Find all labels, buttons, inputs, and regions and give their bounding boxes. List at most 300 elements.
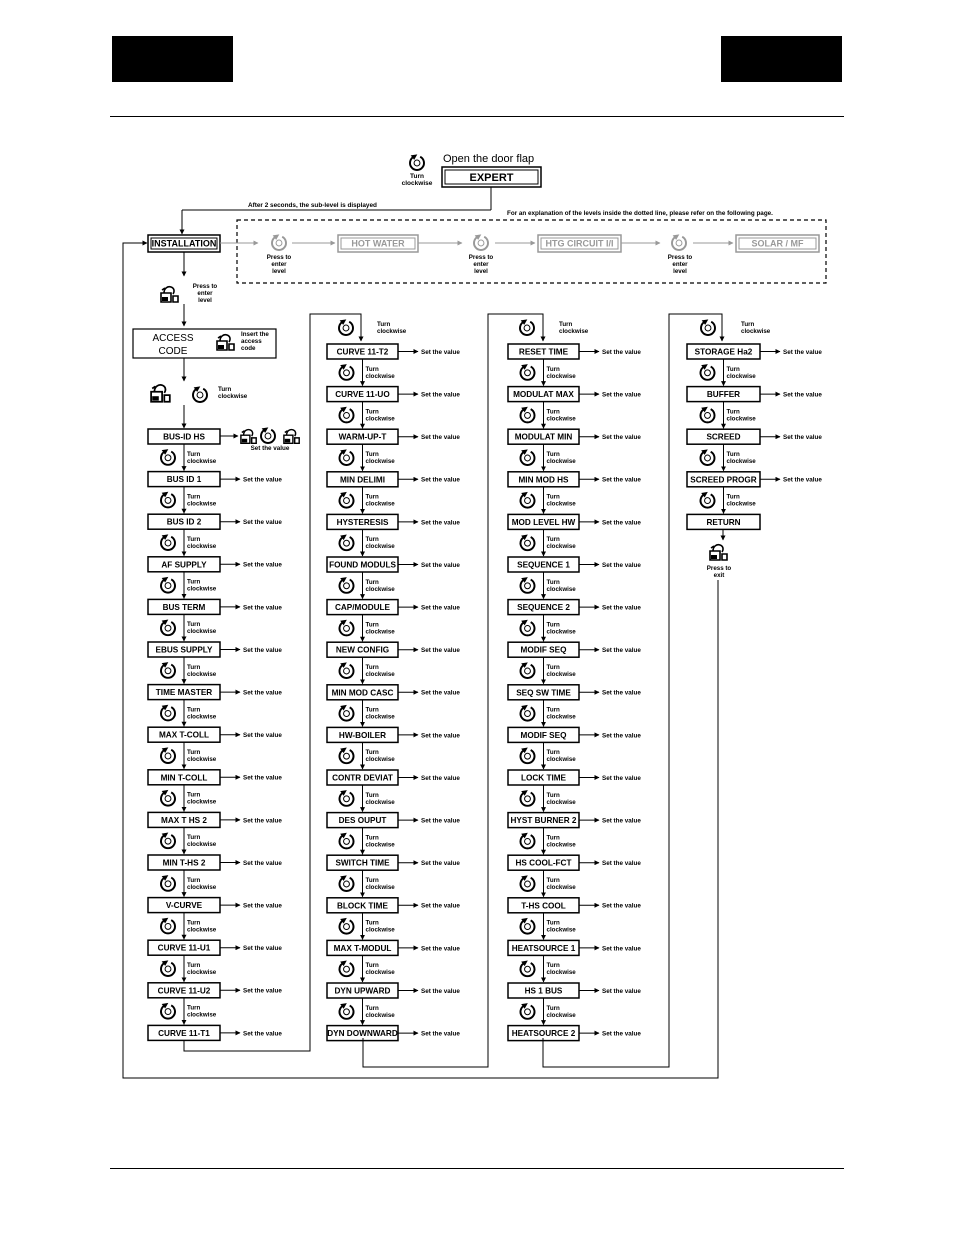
menu-item-box[interactable] <box>508 813 579 828</box>
menu-box-label: MODIF SEQ <box>520 645 567 655</box>
turn-clockwise-hint: clockwise <box>365 926 395 934</box>
set-the-value-label: Set the value <box>421 604 460 612</box>
set-the-value-label: Set the value <box>421 817 460 825</box>
menu-box-label: HYSTERESIS <box>336 517 389 527</box>
turn-clockwise-hint: Turn <box>187 450 201 458</box>
menu-item-box[interactable] <box>148 1025 220 1040</box>
turn-clockwise-hint: clockwise <box>218 393 248 400</box>
set-the-value-label: Set the value <box>243 604 282 612</box>
turn-clockwise-hint: Turn <box>546 578 560 586</box>
menu-box-label: MODULAT MAX <box>513 390 574 400</box>
set-the-value-label: Set the value <box>421 391 460 399</box>
set-the-value-label: Set the value <box>421 519 460 527</box>
menu-item-box[interactable] <box>687 429 760 444</box>
press-button-hand-icon[interactable] <box>241 430 256 444</box>
rotary-knob-icon[interactable] <box>340 705 354 721</box>
turn-clockwise-hint: clockwise <box>365 628 395 636</box>
menu-box-label: V-CURVE <box>165 901 203 911</box>
turn-clockwise-hint: Turn <box>365 536 379 544</box>
press-to-enter-level-hint: enter <box>672 261 688 268</box>
menu-item-box[interactable] <box>148 557 220 572</box>
sub-level-note: After 2 seconds, the sub-level is displayed <box>248 202 377 209</box>
turn-clockwise-hint: Turn <box>187 536 201 543</box>
menu-item-box[interactable] <box>148 685 220 700</box>
rotary-knob-icon[interactable] <box>161 833 175 849</box>
rotary-knob-icon[interactable] <box>410 154 424 170</box>
set-the-value-label: Set the value <box>243 774 282 782</box>
rotary-knob-icon[interactable] <box>521 364 535 380</box>
set-the-value-label: Set the value <box>602 902 641 910</box>
rotary-knob-icon[interactable] <box>161 577 175 593</box>
turn-clockwise-hint: Turn <box>187 1004 201 1012</box>
menu-box-label: MAX T-MODUL <box>333 943 392 953</box>
turn-clockwise-hint: clockwise <box>187 628 217 636</box>
set-the-value-label: Set the value <box>783 476 822 484</box>
turn-clockwise-hint: Turn <box>546 791 560 799</box>
menu-box-label: BUS-ID HS <box>163 432 205 442</box>
rotary-knob-icon[interactable] <box>520 319 534 335</box>
menu-box-label: FOUND MODULS <box>329 560 396 570</box>
press-to-enter-level-hint: Press to <box>667 254 693 261</box>
turn-clockwise-hint: Turn <box>187 749 201 756</box>
rotary-knob-icon[interactable] <box>340 662 354 678</box>
level-hot-water-box[interactable] <box>338 235 418 252</box>
rotary-knob-icon[interactable] <box>340 790 354 806</box>
set-the-value-label: Set the value <box>602 774 641 782</box>
menu-box-label: TIME MASTER <box>155 688 213 698</box>
menu-box-label: RESET TIME <box>518 347 569 357</box>
menu-box-label: HW-BOILER <box>338 730 387 740</box>
turn-clockwise-hint: Turn <box>365 706 379 714</box>
set-the-value-label: Set the value <box>602 817 641 825</box>
turn-clockwise-hint: Turn <box>377 321 391 328</box>
menu-item-box[interactable] <box>687 344 760 359</box>
rotary-knob-icon[interactable] <box>272 234 286 250</box>
menu-box-label: NEW CONFIG <box>335 645 390 655</box>
rotary-knob-icon[interactable] <box>521 705 535 721</box>
turn-clockwise-hint: clockwise <box>726 500 756 508</box>
press-button-hand-icon[interactable] <box>151 385 170 402</box>
turn-clockwise-hint: Turn <box>365 749 379 757</box>
set-the-value-label: Set the value <box>243 689 282 697</box>
rotary-knob-icon[interactable] <box>161 705 175 721</box>
menu-box-label: HEATSOURCE 1 <box>511 943 576 953</box>
menu-item-box[interactable] <box>687 514 760 529</box>
turn-clockwise-hint: Turn <box>546 451 560 458</box>
turn-clockwise-hint: clockwise <box>726 415 756 423</box>
turn-clockwise-hint: clockwise <box>187 756 217 763</box>
menu-box-label: HEATSOURCE 2 <box>511 1029 576 1039</box>
turn-clockwise-hint: clockwise <box>365 671 395 678</box>
rotary-knob-icon[interactable] <box>521 407 535 423</box>
set-the-value-label: Set the value <box>243 519 282 527</box>
press-button-hand-icon[interactable] <box>284 430 299 444</box>
turn-clockwise-hint: Turn <box>546 919 560 927</box>
turn-clockwise-hint: Turn <box>365 962 379 970</box>
turn-clockwise-hint: Turn <box>365 664 379 671</box>
menu-box-label: BLOCK TIME <box>337 901 388 911</box>
insert-access-code-hint: code <box>241 345 256 352</box>
turn-clockwise-hint: clockwise <box>546 458 576 465</box>
rotary-knob-icon[interactable] <box>701 449 715 465</box>
press-to-exit-hint: exit <box>713 572 725 579</box>
turn-clockwise-hint: Turn <box>546 536 560 544</box>
turn-clockwise-hint: clockwise <box>726 458 756 465</box>
rotary-knob-icon[interactable] <box>161 747 175 763</box>
menu-item-box[interactable] <box>508 642 579 657</box>
rotary-knob-icon[interactable] <box>340 1003 354 1019</box>
rotary-knob-icon[interactable] <box>161 1003 175 1019</box>
rotary-knob-icon[interactable] <box>521 492 535 508</box>
rotary-knob-icon[interactable] <box>521 449 535 465</box>
set-the-value-label: Set the value <box>421 860 460 868</box>
menu-box-label: MIN MOD CASC <box>331 688 394 698</box>
rotary-knob-icon[interactable] <box>521 662 535 678</box>
menu-box-label: CURVE 11-T1 <box>158 1028 210 1038</box>
turn-clockwise-hint: Turn <box>726 493 740 501</box>
turn-clockwise-hint: clockwise <box>187 500 217 508</box>
set-the-value-label: Set the value <box>243 561 282 569</box>
turn-clockwise-hint: Turn <box>365 791 379 799</box>
rotary-knob-icon[interactable] <box>340 918 354 934</box>
rotary-knob-icon[interactable] <box>193 386 207 402</box>
rotary-knob-icon[interactable] <box>521 748 535 764</box>
turn-clockwise-hint: Turn <box>187 791 201 799</box>
rotary-knob-icon[interactable] <box>339 319 353 335</box>
turn-clockwise-hint: Turn <box>546 664 560 671</box>
menu-item-box[interactable] <box>508 940 579 955</box>
turn-clockwise-hint: clockwise <box>546 671 576 678</box>
menu-box-label: AF SUPPLY <box>161 560 207 570</box>
menu-box-label: CAP/MODULE <box>334 603 391 613</box>
turn-clockwise-hint: clockwise <box>546 628 576 636</box>
rotary-knob-icon[interactable] <box>161 620 175 636</box>
set-the-value-label: Set the value <box>421 902 460 910</box>
installation-menu-box[interactable] <box>148 235 220 252</box>
rotary-knob-icon[interactable] <box>261 427 275 443</box>
turn-clockwise-hint: clockwise <box>546 500 576 508</box>
set-the-value-label: Set the value <box>421 774 460 782</box>
menu-item-box[interactable] <box>508 387 579 402</box>
menu-item-box[interactable] <box>327 940 398 955</box>
rotary-knob-icon[interactable] <box>672 234 686 250</box>
turn-clockwise-hint: clockwise <box>365 1011 395 1019</box>
menu-box-label: MAX T-COLL <box>158 730 210 740</box>
rotary-knob-icon[interactable] <box>340 875 354 891</box>
set-the-value-label: Set the value <box>602 647 641 655</box>
rotary-knob-icon[interactable] <box>701 407 715 423</box>
rotary-knob-icon[interactable] <box>521 1003 535 1019</box>
menu-item-box[interactable] <box>508 898 579 913</box>
rotary-knob-icon[interactable] <box>701 319 715 335</box>
level-htg-circuit-box[interactable] <box>538 235 621 252</box>
menu-item-box[interactable] <box>148 472 220 487</box>
set-the-value-label: Set the value <box>602 689 641 697</box>
rotary-knob-icon[interactable] <box>474 234 488 250</box>
access-code-label: ACCESS <box>152 333 194 344</box>
rotary-knob-icon[interactable] <box>521 535 535 551</box>
turn-clockwise-hint: Turn <box>187 834 201 842</box>
rotary-knob-icon[interactable] <box>521 790 535 806</box>
turn-clockwise-hint: clockwise <box>365 585 395 593</box>
menu-box-label: DES OUPUT <box>338 816 387 826</box>
menu-item-box[interactable] <box>148 898 220 913</box>
menu-item-box[interactable] <box>327 344 398 359</box>
turn-clockwise-hint: clockwise <box>365 458 395 465</box>
menu-item-box[interactable] <box>148 812 220 827</box>
menu-box-label: STORAGE Ha2 <box>694 347 753 357</box>
menu-box-label: SCREED <box>706 432 741 442</box>
turn-clockwise-hint: Turn <box>218 386 232 393</box>
press-to-enter-level-hint: Press to <box>468 254 494 261</box>
rotary-knob-icon[interactable] <box>521 577 535 593</box>
rotary-knob-icon[interactable] <box>161 534 175 550</box>
menu-item-box[interactable] <box>327 387 398 402</box>
set-the-value-label: Set the value <box>602 860 641 868</box>
turn-clockwise-hint: clockwise <box>187 969 217 976</box>
turn-clockwise-hint: Turn <box>365 493 379 501</box>
turn-clockwise-hint: clockwise <box>559 328 589 335</box>
turn-clockwise-hint: clockwise <box>187 1011 217 1019</box>
turn-clockwise-hint: clockwise <box>365 543 395 551</box>
menu-item-box[interactable] <box>508 983 579 998</box>
menu-item-box[interactable] <box>327 429 398 444</box>
rotary-knob-icon[interactable] <box>340 577 354 593</box>
turn-clockwise-hint: Turn <box>365 877 379 884</box>
set-the-value-label: Set the value <box>421 689 460 697</box>
menu-item-box[interactable] <box>327 770 398 785</box>
turn-clockwise-hint: Turn <box>726 365 740 373</box>
menu-item-box[interactable] <box>327 685 398 700</box>
press-to-enter-level-hint: enter <box>197 290 213 297</box>
set-the-value-label: Set the value <box>783 391 822 399</box>
set-the-value-label: Set the value <box>602 945 641 953</box>
press-to-enter-level-hint: enter <box>473 261 489 268</box>
rotary-knob-icon[interactable] <box>340 748 354 764</box>
rotary-knob-icon[interactable] <box>340 961 354 977</box>
menu-item-box[interactable] <box>327 600 398 615</box>
rotary-knob-icon[interactable] <box>521 918 535 934</box>
turn-clockwise-hint: clockwise <box>546 1011 576 1019</box>
menu-item-box[interactable] <box>148 514 220 529</box>
rotary-knob-icon[interactable] <box>701 492 715 508</box>
menu-item-box[interactable] <box>508 472 579 487</box>
turn-clockwise-hint: Turn <box>726 451 740 458</box>
turn-clockwise-hint: Turn <box>187 621 201 629</box>
menu-box-label: SOLAR / MF <box>751 238 804 249</box>
turn-clockwise-hint: clockwise <box>546 585 576 593</box>
menu-item-box[interactable] <box>508 685 579 700</box>
rotary-knob-icon[interactable] <box>340 620 354 636</box>
menu-item-box[interactable] <box>327 727 398 742</box>
set-the-value-label: Set the value <box>602 476 641 484</box>
menu-box-label: SEQUENCE 1 <box>517 560 570 570</box>
menu-item-box[interactable] <box>508 600 579 615</box>
set-the-value-label: Set the value <box>421 647 460 655</box>
rotary-knob-icon[interactable] <box>161 960 175 976</box>
menu-item-box[interactable] <box>508 557 579 572</box>
rotary-knob-icon[interactable] <box>161 662 175 678</box>
turn-clockwise-hint: clockwise <box>726 372 756 380</box>
menu-box-label: INSTALLATION <box>151 238 217 249</box>
menu-item-box[interactable] <box>508 855 579 870</box>
set-the-value-label: Set the value <box>602 1030 641 1038</box>
turn-clockwise-hint: clockwise <box>365 415 395 423</box>
set-the-value-label: Set the value <box>602 987 641 995</box>
menu-box-label: MODULAT MIN <box>514 432 573 442</box>
menu-item-box[interactable] <box>148 727 220 742</box>
press-to-enter-level-hint: enter <box>271 261 287 268</box>
menu-box-label: MIN T-COLL <box>160 773 208 783</box>
menu-item-box[interactable] <box>148 429 220 444</box>
menu-box-label: DYN DOWNWARD <box>327 1029 398 1039</box>
turn-clockwise-hint: clockwise <box>365 372 395 380</box>
set-the-value-label: Set the value <box>243 859 282 867</box>
turn-clockwise-hint: clockwise <box>741 328 771 335</box>
rotary-knob-icon[interactable] <box>521 875 535 891</box>
set-the-value-label: Set the value <box>421 434 460 442</box>
turn-clockwise-hint: clockwise <box>365 969 395 977</box>
menu-item-box[interactable] <box>148 599 220 614</box>
menu-item-box[interactable] <box>508 727 579 742</box>
rotary-knob-icon[interactable] <box>161 918 175 934</box>
press-button-hand-icon[interactable] <box>161 287 178 302</box>
menu-box-label: EXPERT <box>469 171 514 184</box>
rotary-knob-icon[interactable] <box>701 364 715 380</box>
menu-item-box[interactable] <box>327 514 398 529</box>
set-the-value-label: Set the value <box>421 987 460 995</box>
turn-clockwise-hint: Turn <box>546 834 560 842</box>
rotary-knob-icon[interactable] <box>161 449 175 465</box>
explanation-note: For an explanation of the levels inside the dotted line, please refer on the following page. <box>507 210 773 217</box>
set-the-value-label: Set the value <box>602 348 641 356</box>
menu-box-label: MIN DELIMI <box>339 475 386 485</box>
turn-clockwise-hint: clockwise <box>187 883 217 891</box>
menu-box-label: SEQUENCE 2 <box>517 603 570 613</box>
turn-clockwise-hint: clockwise <box>546 756 576 764</box>
turn-clockwise-hint: clockwise <box>546 798 576 806</box>
turn-clockwise-hint: Turn <box>187 706 201 714</box>
turn-clockwise-hint: clockwise <box>546 415 576 423</box>
menu-box-label: CURVE 11-T2 <box>336 347 389 357</box>
menu-box-label: BUS ID 1 <box>166 475 202 485</box>
turn-clockwise-hint: clockwise <box>377 328 407 335</box>
turn-clockwise-hint: clockwise <box>401 180 433 187</box>
expert-menu-box[interactable] <box>442 167 541 187</box>
turn-clockwise-hint: clockwise <box>365 798 395 806</box>
turn-clockwise-hint: Turn <box>365 919 379 927</box>
menu-item-box[interactable] <box>327 472 398 487</box>
turn-clockwise-hint: Turn <box>365 408 379 416</box>
set-the-value-label: Set the value <box>421 732 460 740</box>
turn-clockwise-hint: clockwise <box>187 543 217 550</box>
turn-clockwise-hint: clockwise <box>365 500 395 508</box>
turn-clockwise-hint: Turn <box>546 621 560 629</box>
turn-clockwise-hint: clockwise <box>187 713 217 721</box>
turn-clockwise-hint: Turn <box>546 877 560 884</box>
turn-clockwise-hint: Turn <box>546 365 560 373</box>
menu-item-box[interactable] <box>508 429 579 444</box>
menu-item-box[interactable] <box>327 898 398 913</box>
menu-box-label: HS 1 BUS <box>524 986 563 996</box>
menu-item-box[interactable] <box>327 642 398 657</box>
turn-clockwise-hint: clockwise <box>546 926 576 934</box>
menu-box-label: WARM-UP-T <box>338 432 387 442</box>
menu-item-box[interactable] <box>327 557 398 572</box>
rotary-knob-icon[interactable] <box>161 875 175 891</box>
menu-box-label: MAX T HS 2 <box>161 815 207 825</box>
rotary-knob-icon[interactable] <box>521 833 535 849</box>
menu-box-label: HOT WATER <box>351 238 405 249</box>
menu-box-label: MOD LEVEL HW <box>511 517 576 527</box>
turn-clockwise-hint: clockwise <box>365 713 395 721</box>
turn-clockwise-hint: clockwise <box>546 884 576 891</box>
rotary-knob-icon[interactable] <box>161 790 175 806</box>
menu-item-box[interactable] <box>508 344 579 359</box>
rotary-knob-icon[interactable] <box>521 961 535 977</box>
menu-item-box[interactable] <box>327 983 398 998</box>
turn-clockwise-hint: clockwise <box>187 457 217 465</box>
menu-item-box[interactable] <box>148 983 220 998</box>
set-the-value-label: Set the value <box>243 732 282 740</box>
level-solar-mf-box[interactable] <box>736 235 819 252</box>
turn-clockwise-hint: Turn <box>187 663 201 671</box>
set-the-value-label: Set the value <box>243 902 282 910</box>
press-button-hand-icon[interactable] <box>710 545 727 560</box>
menu-box-label: LOCK TIME <box>520 773 567 783</box>
rotary-knob-icon[interactable] <box>340 833 354 849</box>
menu-item-box[interactable] <box>687 472 760 487</box>
menu-item-box[interactable] <box>148 940 220 955</box>
rotary-knob-icon[interactable] <box>340 535 354 551</box>
rotary-knob-icon[interactable] <box>340 364 354 380</box>
turn-clockwise-hint: clockwise <box>365 841 395 849</box>
menu-box-label: MIN MOD HS <box>518 475 569 485</box>
turn-clockwise-hint: clockwise <box>187 841 217 849</box>
menu-box-label: MODIF SEQ <box>520 730 567 740</box>
menu-box-label: SCREED PROGR <box>690 475 757 485</box>
insert-access-code-hint: Insert the <box>241 331 269 338</box>
set-the-value-label: Set the value <box>243 646 282 654</box>
rotary-knob-icon[interactable] <box>521 620 535 636</box>
menu-item-box[interactable] <box>327 855 398 870</box>
menu-box-label: HTG CIRCUIT I/I <box>545 238 614 249</box>
set-the-value-label: Set the value <box>243 945 282 953</box>
turn-clockwise-hint: Turn <box>546 749 560 757</box>
rotary-knob-icon[interactable] <box>340 407 354 423</box>
set-the-value-label: Set the value <box>602 519 641 527</box>
turn-clockwise-hint: Turn <box>546 706 560 714</box>
set-the-value-label: Set the value <box>602 732 641 740</box>
set-the-value-label: Set the value <box>243 987 282 995</box>
menu-item-box[interactable] <box>508 514 579 529</box>
turn-clockwise-hint: clockwise <box>187 585 217 593</box>
menu-item-box[interactable] <box>148 642 220 657</box>
menu-item-box[interactable] <box>687 387 760 402</box>
turn-clockwise-hint: Turn <box>187 493 201 501</box>
menu-item-box[interactable] <box>148 855 220 870</box>
turn-clockwise-hint: Turn <box>365 834 379 842</box>
menu-item-box[interactable] <box>327 813 398 828</box>
turn-clockwise-hint: Turn <box>546 493 560 501</box>
menu-item-box[interactable] <box>508 770 579 785</box>
rotary-knob-icon[interactable] <box>340 449 354 465</box>
turn-clockwise-hint: Turn <box>365 451 379 458</box>
rotary-knob-icon[interactable] <box>340 492 354 508</box>
rotary-knob-icon[interactable] <box>161 492 175 508</box>
menu-item-box[interactable] <box>148 770 220 785</box>
turn-clockwise-hint: clockwise <box>546 372 576 380</box>
